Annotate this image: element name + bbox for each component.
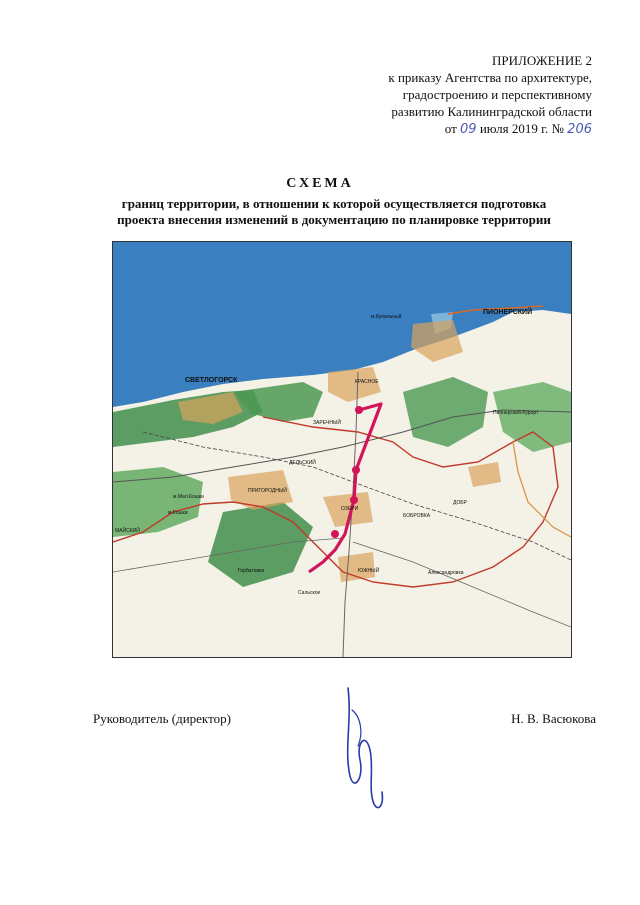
route-point-3 (350, 496, 358, 504)
settlement-yuzhny (338, 552, 375, 582)
label-salskoe: Сальское (298, 590, 321, 596)
label-dobr: ДОБР (453, 500, 467, 506)
subtitle-line-2: проекта внесения изменений в документацию по планировке территории (117, 212, 551, 227)
label-krasnoe: КРАСНОЕ (355, 379, 379, 385)
appendix-header (332, 52, 592, 138)
signatory-name: Н. В. Васюкова (511, 711, 596, 726)
route-point-2 (352, 466, 360, 474)
label-ozeri: ОЗЕРИ (341, 506, 359, 512)
document-subtitle (84, 196, 584, 228)
date-prefix: от (444, 121, 457, 136)
label-delsky: ДЕЛЬСКИЙ (289, 460, 316, 466)
subtitle-line-1: границ территории, в отношении к которой осуществляется подготовка (121, 196, 547, 211)
territory-map (112, 241, 572, 658)
label-pionersky-kurort: Пионерский-Курорт (493, 410, 539, 416)
label-prigorodny: ПРИГОРОДНЫЙ (248, 488, 287, 494)
route-point-4 (331, 530, 339, 538)
appendix-line-2: к приказу Агентства по архитектуре, (388, 70, 592, 85)
label-yuzhny: ЮЖНЫЙ (358, 568, 380, 574)
signatory-position: Руководитель (директор) (93, 711, 231, 726)
label-kupalny: м.Купальный (371, 314, 402, 320)
label-pionersky: ПИОНЕРСКИЙ (483, 309, 533, 316)
appendix-date-line (332, 120, 592, 138)
label-koshki: м.Кошки (168, 510, 188, 516)
label-maysky: МАЙСКИЙ (115, 528, 140, 534)
label-aleksandrovka: Александровка (428, 570, 464, 576)
label-zarechny: ЗАРЕЧНЫЙ (313, 420, 341, 426)
handwritten-day: 09 (460, 122, 477, 137)
appendix-line-4: развитию Калининградской области (391, 104, 592, 119)
handwritten-number: 206 (567, 122, 592, 137)
route-point-1 (355, 406, 363, 414)
label-bobrovka: БОБРОВКА (403, 513, 431, 519)
date-middle: июля 2019 г. № (479, 121, 564, 136)
label-mal-koshki: м.Мал.Кошки (173, 494, 204, 500)
document-title: СХЕМА (286, 176, 354, 191)
appendix-title: ПРИЛОЖЕНИЕ 2 (492, 53, 592, 68)
label-svetlogorsk: СВЕТЛОГОРСК (185, 377, 238, 384)
handwritten-signature (330, 680, 400, 825)
label-gorbatovka: Горбатовка (238, 568, 265, 574)
appendix-line-3: градостроению и перспективному (402, 87, 592, 102)
signature-drawing (330, 680, 400, 820)
map-canvas (113, 242, 571, 657)
